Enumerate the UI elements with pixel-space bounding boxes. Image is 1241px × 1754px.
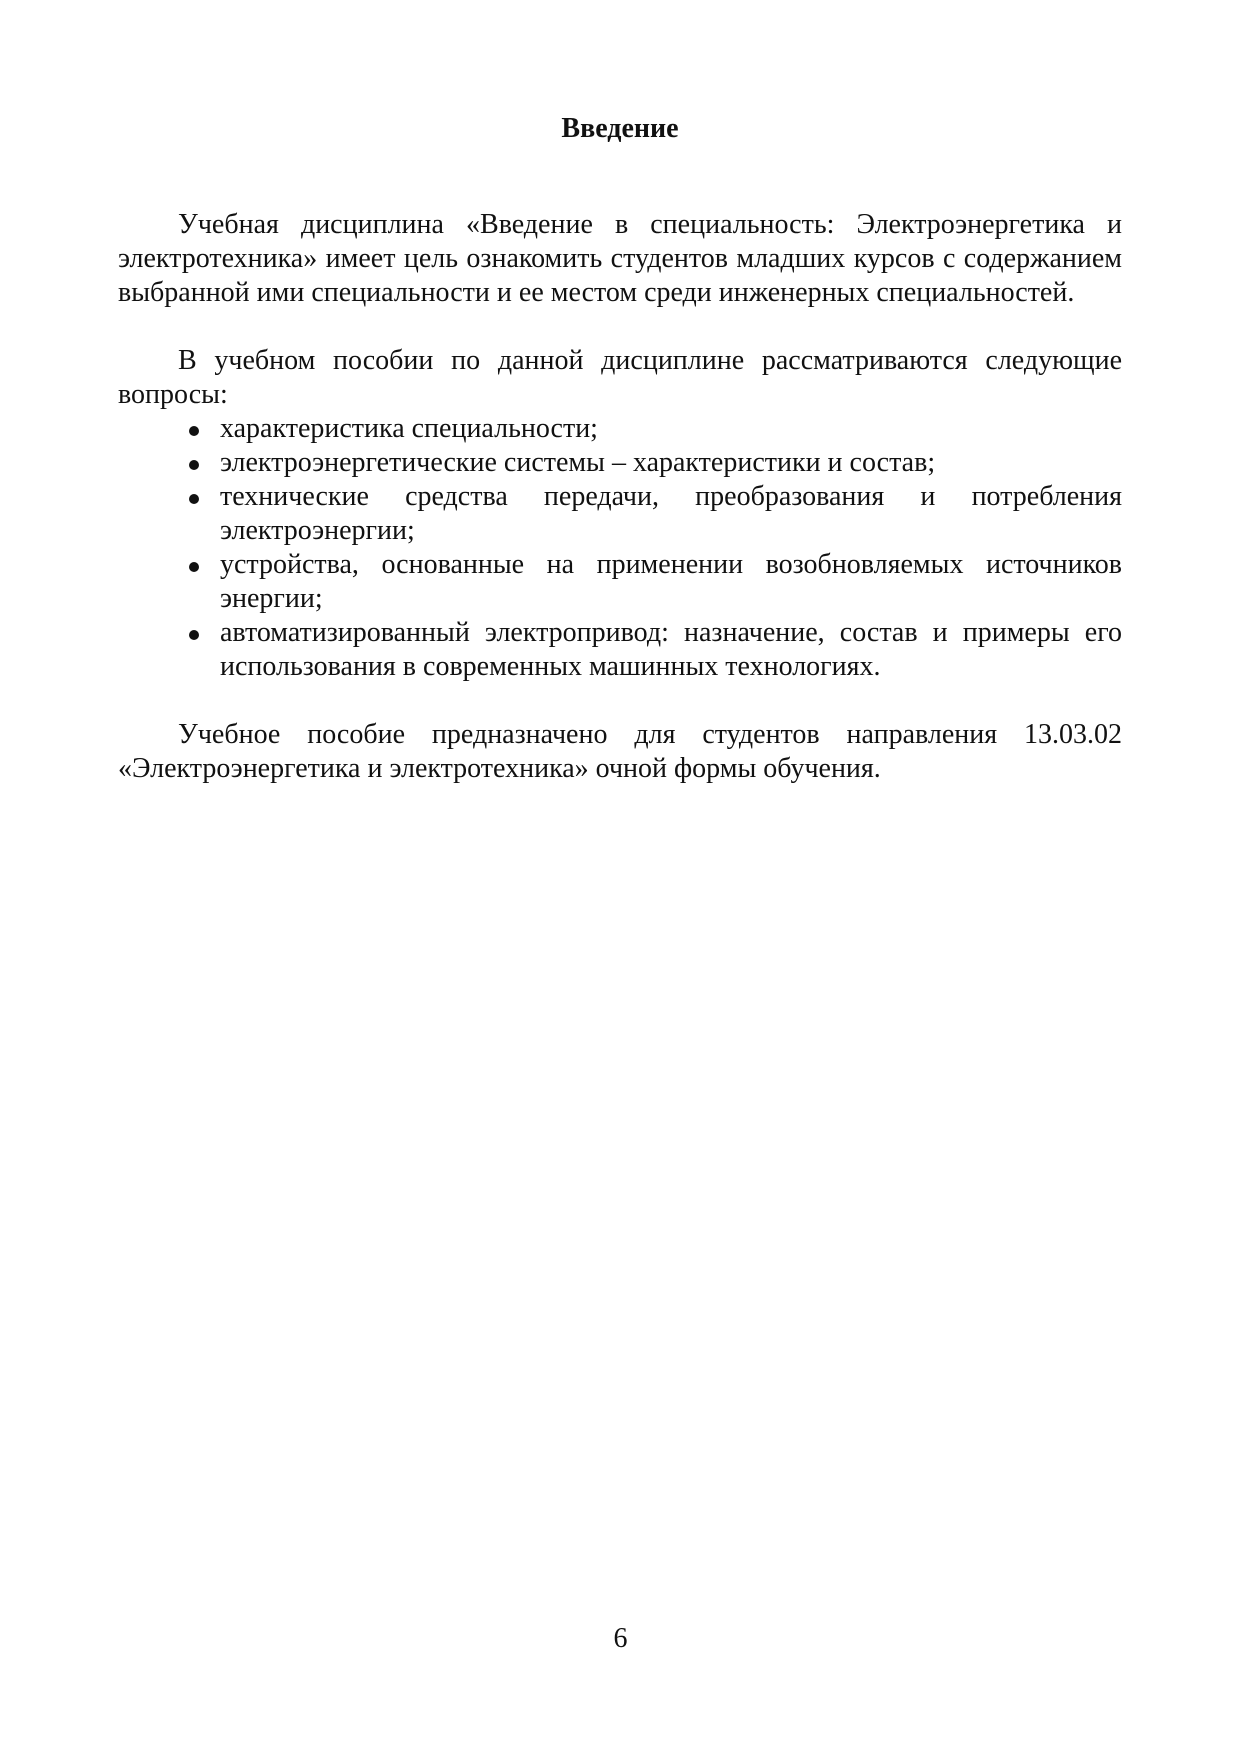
bullet-icon — [189, 630, 199, 640]
topics-lead-paragraph: В учебном пособии по данной дисциплине рассматриваются следующие вопросы: — [118, 345, 1122, 410]
list-item — [118, 480, 1122, 548]
audience-paragraph: Учебное пособие предназначено для студентов направления 13.03.02 «Электроэнергетика и электротехника» очной формы обучения. — [118, 719, 1122, 784]
bullet-icon — [189, 426, 199, 436]
page-content — [118, 112, 1122, 786]
topics-list — [118, 412, 1122, 684]
list-item-text: электроэнергетические системы – характеристики и состав; — [220, 447, 936, 478]
list-item — [118, 548, 1122, 616]
list-item-text: устройства, основанные на применении возобновляемых источников энергии; — [220, 549, 1122, 614]
bullet-icon — [189, 494, 199, 504]
list-item — [118, 412, 1122, 446]
bullet-icon — [189, 460, 199, 470]
list-item — [118, 446, 1122, 480]
intro-paragraph: Учебная дисциплина «Введение в специальность: Электроэнергетика и электротехника» имеет цель ознакомить студентов младших курсов с содержанием выбранной ими специальности и ее местом среди инженерных специальностей. — [118, 209, 1122, 308]
bullet-icon — [189, 562, 199, 572]
section-heading: Введение — [561, 113, 679, 144]
list-item-text: характеристика специальности; — [220, 413, 598, 444]
list-item-text: автоматизированный электропривод: назначение, состав и примеры его использования в современных машинных технологиях. — [220, 617, 1122, 682]
page-number: 6 — [613, 1623, 628, 1654]
list-item — [118, 616, 1122, 684]
list-item-text: технические средства передачи, преобразования и потребления электроэнергии; — [220, 481, 1122, 546]
